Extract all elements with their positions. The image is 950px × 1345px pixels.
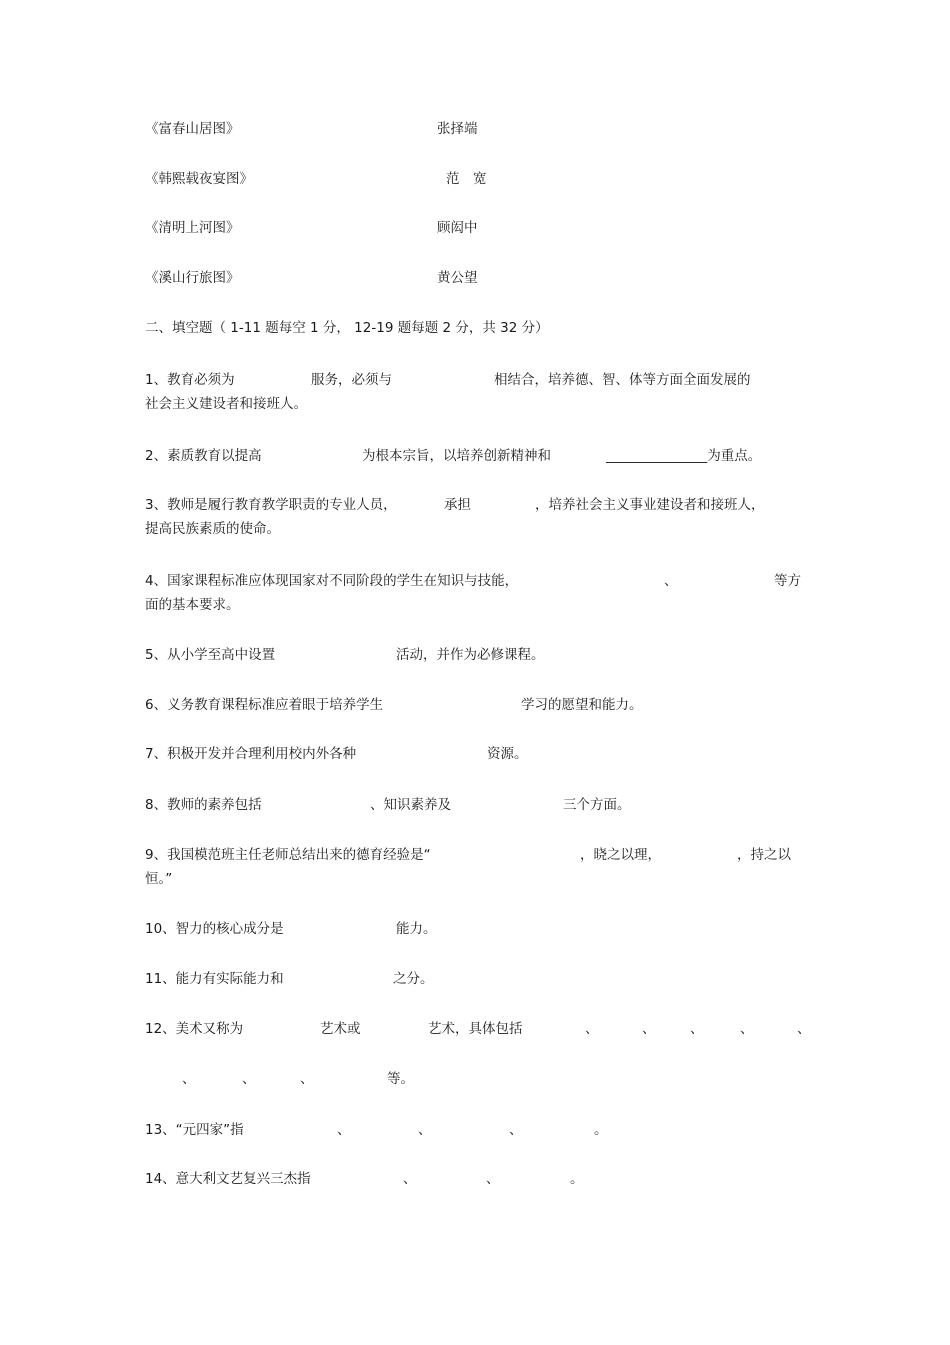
q12-end: 等。	[387, 1071, 414, 1087]
section-title: 二、填空题（ 1-11 题每空 1 分， 12-19 题每题 2 分，共 32 分）	[145, 320, 549, 336]
q3-text-c: ，培养社会主义事业建设者和接班人，	[535, 497, 765, 513]
q1-text-d: 社会主义建设者和接班人。	[145, 396, 307, 412]
q13-sep: 、	[509, 1122, 523, 1138]
q7-text-a: 7、积极开发并合理利用校内外各种	[145, 746, 357, 762]
q12-sep: 、	[740, 1021, 754, 1037]
q10-text-a: 10、智力的核心成分是	[145, 921, 284, 937]
q9-text-b: ，晓之以理，	[580, 847, 661, 863]
q14-end: 。	[570, 1171, 584, 1187]
q14-sep: 、	[403, 1171, 417, 1187]
q9-text-a: 9、我国模范班主任老师总结出来的德育经验是“	[145, 847, 431, 863]
q13-end: 。	[594, 1122, 608, 1138]
q3-text-a: 3、教师是履行教育教学职责的专业人员，	[145, 497, 397, 513]
q7-text-b: 资源。	[487, 746, 528, 762]
q5-text-a: 5、从小学至高中设置	[145, 647, 276, 663]
match-left-3: 《清明上河图》	[145, 220, 240, 236]
q1-text-c: 相结合，培养德、智、体等方面全面发展的	[494, 372, 751, 388]
q9-text-d: 恒。”	[145, 871, 173, 887]
q2-text-a: 2、素质教育以提高	[145, 448, 262, 464]
match-right-4: 黄公望	[437, 270, 478, 286]
q12-sep: 、	[690, 1021, 704, 1037]
q5-text-b: 活动，并作为必修课程。	[396, 647, 545, 663]
q13-text-a: 13、“元四家”指	[145, 1122, 244, 1138]
q14-text-a: 14、意大利文艺复兴三杰指	[145, 1171, 311, 1187]
q12-sep: 、	[242, 1071, 256, 1087]
q6-text-a: 6、义务教育课程标准应着眼于培养学生	[145, 697, 384, 713]
q11-text-a: 11、能力有实际能力和	[145, 971, 284, 987]
q2-text-b: 为根本宗旨，以培养创新精神和	[362, 448, 551, 464]
q12-text-b: 艺术或	[320, 1021, 361, 1037]
q9-text-c: ，持之以	[737, 847, 791, 863]
match-right-2: 范 宽	[446, 171, 487, 187]
q12-sep: 、	[300, 1071, 314, 1087]
q4-text-a: 4、国家课程标准应体现国家对不同阶段的学生在知识与技能，	[145, 573, 519, 589]
q8-text-b: 、知识素养及	[370, 797, 451, 813]
q1-text-b: 服务，必须与	[311, 372, 392, 388]
match-left-1: 《富春山居图》	[145, 121, 240, 137]
match-right-1: 张择端	[437, 121, 478, 137]
q4-text-c: 等方	[774, 573, 801, 589]
q12-sep: 、	[642, 1021, 656, 1037]
q12-text-a: 12、美术又称为	[145, 1021, 244, 1037]
match-left-2: 《韩熙载夜宴图》	[145, 171, 253, 187]
q4-text-b: 、	[664, 573, 678, 589]
q12-sep: 、	[797, 1021, 811, 1037]
q13-sep: 、	[337, 1122, 351, 1138]
q13-sep: 、	[418, 1122, 432, 1138]
q1-text-a: 1、教育必须为	[145, 372, 235, 388]
q6-text-b: 学习的愿望和能力。	[521, 697, 643, 713]
q8-text-c: 三个方面。	[563, 797, 631, 813]
q12-sep: 、	[182, 1071, 196, 1087]
q11-text-b: 之分。	[393, 971, 434, 987]
q4-text-d: 面的基本要求。	[145, 597, 240, 613]
match-right-3: 顾闳中	[437, 220, 478, 236]
q3-text-d: 提高民族素质的使命。	[145, 521, 280, 537]
q2-text-c: _______________为重点。	[606, 448, 762, 464]
q8-text-a: 8、教师的素养包括	[145, 797, 262, 813]
q10-text-b: 能力。	[396, 921, 437, 937]
match-left-4: 《溪山行旅图》	[145, 270, 240, 286]
q12-text-c: 艺术，具体包括	[428, 1021, 523, 1037]
q14-sep: 、	[486, 1171, 500, 1187]
q12-sep: 、	[585, 1021, 599, 1037]
q3-text-b: 承担	[444, 497, 471, 513]
